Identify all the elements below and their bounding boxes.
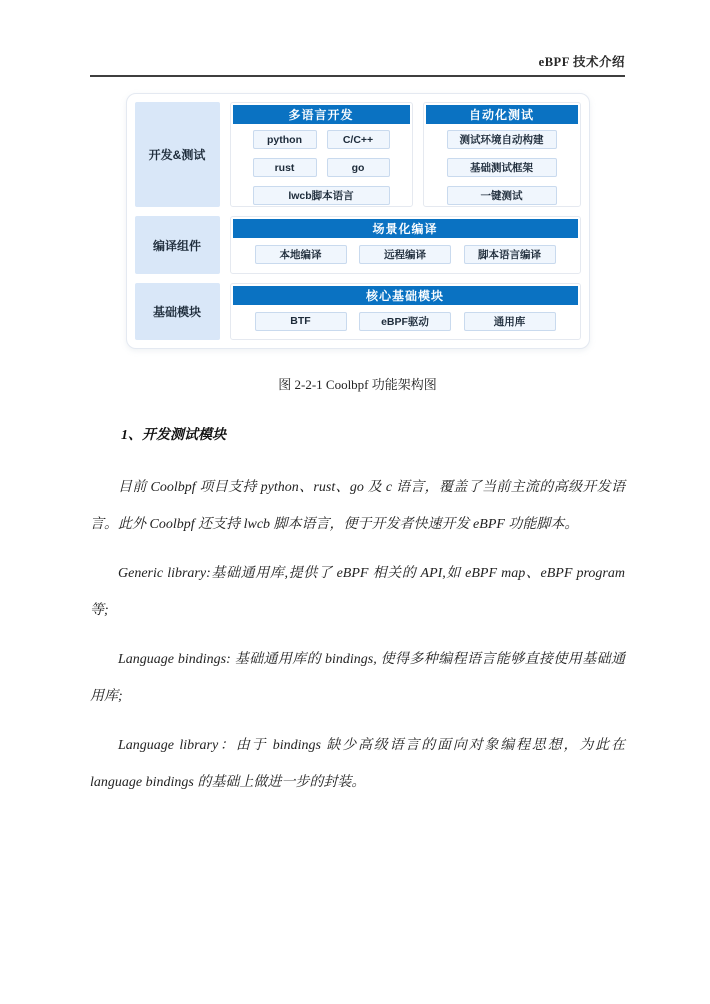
page-header [90,0,625,77]
compile-button-row [233,238,578,271]
diagram-row-compile [135,216,581,274]
chip-c-cpp: C/C++ [327,130,390,149]
chip-basic-test-framework: 基础测试框架 [447,158,557,177]
diagram-row-dev-test [135,102,581,207]
chip-go: go [327,158,390,177]
multilang-button-grid [233,124,410,209]
chip-one-click-test: 一键测试 [447,186,557,205]
panel-core-base-modules [230,283,581,340]
row-panels [230,283,581,340]
figure-caption: 图 2-2-1 Coolbpf 功能架构图 [278,377,437,392]
chip-remote-compile: 远程编译 [359,245,451,264]
paragraph-generic-library: Generic library:基础通用库,提供了 eBPF 相关的 API,如 eBPF map、eBPF program 等; [90,566,625,618]
panel-automated-testing [423,102,581,207]
chip-local-compile: 本地编译 [255,245,347,264]
panel-title-core-base-modules: 核心基础模块 [233,286,578,305]
paragraph-language-library: Language library：由于 bindings 缺少高级语言的面向对象编程思想，为此在 language bindings 的基础上做进一步的封装。 [90,738,625,790]
panel-title-multilang-dev: 多语言开发 [233,105,410,124]
paragraph-language-bindings: Language bindings: 基础通用库的 bindings, 使得多种编程语言能够直接使用基础通用库; [90,652,625,704]
panel-multilang-dev [230,102,413,207]
chip-lwcb-script: lwcb脚本语言 [253,186,390,205]
section-heading: 1、开发测试模块 [121,428,226,443]
diagram-row-base-modules [135,283,581,340]
chip-generic-lib: 通用库 [464,312,556,331]
panel-scenario-compile [230,216,581,274]
section-body [90,469,625,801]
chip-test-env-auto-build: 测试环境自动构建 [447,130,557,149]
chip-ebpf-driver: eBPF驱动 [359,312,451,331]
chip-script-lang-compile: 脚本语言编译 [464,245,556,264]
chip-rust: rust [253,158,317,177]
row-label-base-modules: 基础模块 [135,283,220,340]
paragraph-language-support: 目前 Coolbpf 项目支持 python、rust、go 及 c 语言，覆盖了当前主流的高级开发语言。此外 Coolbpf 还支持 lwcb 脚本语言，便于开发者快速开发 eBPF 功能脚本。 [90,480,625,532]
row-label-compile-components: 编译组件 [135,216,220,274]
panel-title-scenario-compile: 场景化编译 [233,219,578,238]
chip-btf: BTF [255,312,347,331]
row-label-dev-test: 开发&测试 [135,102,220,207]
header-title: eBPF 技术介绍 [538,55,625,69]
coolbpf-architecture-diagram [126,93,590,349]
row-panels [230,216,581,274]
panel-title-automated-testing: 自动化测试 [426,105,578,124]
header-rule [90,75,625,77]
chip-python: python [253,130,317,149]
base-module-button-row [233,305,578,337]
autotest-button-stack [426,124,578,209]
row-panels [230,102,581,207]
